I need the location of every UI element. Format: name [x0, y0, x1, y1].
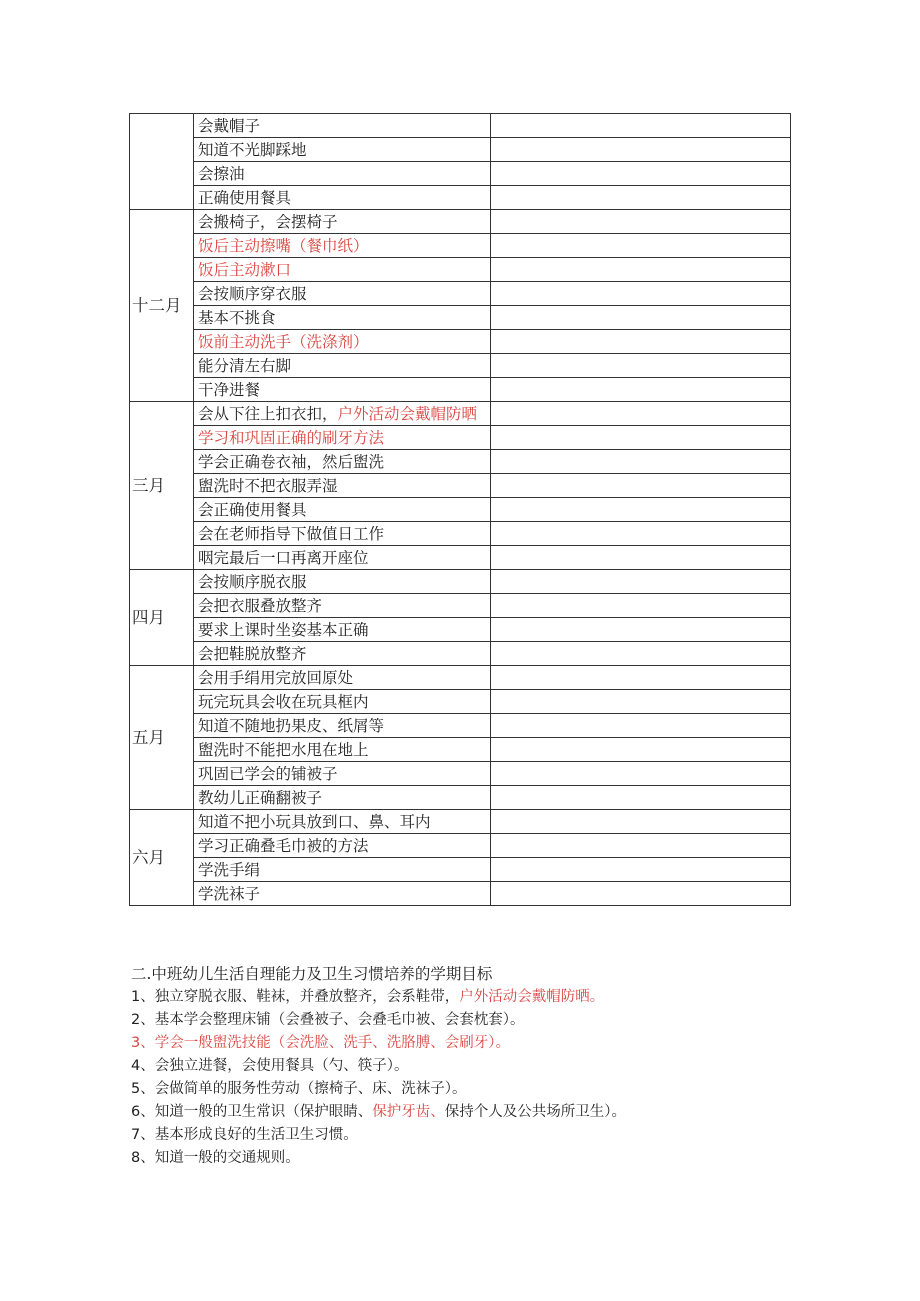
month-cell: 三月 — [130, 402, 194, 570]
table-row — [130, 762, 791, 786]
goals-title: 二.中班幼儿生活自理能力及卫生习惯培养的学期目标 — [131, 965, 493, 983]
text-segment: 基本不挑食 — [198, 308, 276, 327]
table-row — [130, 666, 791, 690]
habit-schedule-table — [129, 113, 791, 906]
month-cell — [130, 114, 194, 210]
month-cell: 五月 — [130, 666, 194, 810]
habit-item-cell — [194, 450, 491, 474]
habit-item-cell — [194, 282, 491, 306]
habit-item-cell — [194, 714, 491, 738]
table-row — [130, 738, 791, 762]
text-segment: 会把衣服叠放整齐 — [198, 596, 323, 615]
table-row — [130, 522, 791, 546]
table-row — [130, 810, 791, 834]
empty-cell — [491, 282, 791, 306]
empty-cell — [491, 474, 791, 498]
text-segment: 教幼儿正确翻被子 — [198, 788, 323, 807]
table-row — [130, 114, 791, 138]
text-segment: 会戴帽子 — [198, 116, 261, 135]
highlighted-text: 饭前主动洗手（洗涤剂） — [198, 332, 369, 351]
habit-item-cell — [194, 858, 491, 882]
highlighted-text: 户外活动会戴帽防晒。 — [459, 989, 605, 1005]
table-row — [130, 426, 791, 450]
habit-item-cell — [194, 882, 491, 906]
goal-item — [131, 1055, 791, 1078]
month-cell: 十二月 — [130, 210, 194, 402]
table-row — [130, 378, 791, 402]
empty-cell — [491, 546, 791, 570]
text-segment: 学习正确叠毛巾被的方法 — [198, 836, 369, 855]
text-segment: 正确使用餐具 — [198, 188, 292, 207]
table-row — [130, 162, 791, 186]
empty-cell — [491, 402, 791, 426]
goal-item — [131, 1032, 791, 1055]
habit-item-cell — [194, 186, 491, 210]
habit-item-cell — [194, 330, 491, 354]
empty-cell — [491, 666, 791, 690]
habit-item-cell — [194, 114, 491, 138]
table-row — [130, 642, 791, 666]
empty-cell — [491, 234, 791, 258]
highlighted-text: 保护牙齿、 — [372, 1104, 445, 1120]
highlighted-text: 学习和巩固正确的刷牙方法 — [198, 428, 385, 447]
text-segment: 要求上课时坐姿基本正确 — [198, 620, 369, 639]
goal-item — [131, 1124, 791, 1147]
table-row — [130, 882, 791, 906]
empty-cell — [491, 714, 791, 738]
table-row — [130, 858, 791, 882]
habit-item-cell — [194, 762, 491, 786]
highlighted-text: 饭后主动漱口 — [198, 260, 292, 279]
text-segment: 4、会独立进餐，会使用餐具（勺、筷子）。 — [131, 1058, 409, 1074]
table-row — [130, 402, 791, 426]
text-segment: 盥洗时不能把水甩在地上 — [198, 740, 369, 759]
table-row — [130, 618, 791, 642]
empty-cell — [491, 738, 791, 762]
empty-cell — [491, 882, 791, 906]
habit-item-cell — [194, 570, 491, 594]
text-segment: 7、基本形成良好的生活卫生习惯。 — [131, 1127, 358, 1143]
empty-cell — [491, 834, 791, 858]
text-segment: 2、基本学会整理床铺（会叠被子、会叠毛巾被、会套枕套）。 — [131, 1012, 525, 1028]
habit-item-cell — [194, 666, 491, 690]
goal-item — [131, 1101, 791, 1124]
habit-item-cell — [194, 402, 491, 426]
text-segment: 会搬椅子，会摆椅子 — [198, 212, 338, 231]
text-segment: 玩完玩具会收在玩具框内 — [198, 692, 369, 711]
empty-cell — [491, 618, 791, 642]
text-segment: 学洗手绢 — [198, 860, 261, 879]
habit-item-cell — [194, 690, 491, 714]
text-segment: 学会正确卷衣袖，然后盥洗 — [198, 452, 385, 471]
table-row — [130, 834, 791, 858]
highlighted-text: 户外活动会戴帽防晒 — [337, 404, 478, 423]
empty-cell — [491, 762, 791, 786]
highlighted-text: 饭后主动擦嘴（餐巾纸） — [198, 236, 369, 255]
text-segment: 巩固已学会的铺被子 — [198, 764, 338, 783]
text-segment: 会按顺序脱衣服 — [198, 572, 307, 591]
table-row — [130, 786, 791, 810]
text-segment: 会用手绢用完放回原处 — [198, 668, 354, 687]
table-row — [130, 498, 791, 522]
table-row — [130, 282, 791, 306]
text-segment: 咽完最后一口再离开座位 — [198, 548, 369, 567]
semester-goals-section — [131, 962, 791, 1170]
empty-cell — [491, 330, 791, 354]
habit-item-cell — [194, 354, 491, 378]
table-row — [130, 690, 791, 714]
table-row — [130, 570, 791, 594]
text-segment: 干净进餐 — [198, 380, 261, 399]
empty-cell — [491, 810, 791, 834]
habit-item-cell — [194, 306, 491, 330]
goal-item — [131, 1147, 791, 1170]
habit-item-cell — [194, 786, 491, 810]
table-row — [130, 210, 791, 234]
table-row — [130, 258, 791, 282]
habit-item-cell — [194, 474, 491, 498]
habit-item-cell — [194, 258, 491, 282]
habit-item-cell — [194, 594, 491, 618]
text-segment: 5、会做简单的服务性劳动（擦椅子、床、洗袜子）。 — [131, 1081, 467, 1097]
empty-cell — [491, 426, 791, 450]
empty-cell — [491, 690, 791, 714]
text-segment: 盥洗时不把衣服弄湿 — [198, 476, 338, 495]
empty-cell — [491, 594, 791, 618]
empty-cell — [491, 786, 791, 810]
highlighted-text: 3、学会一般盥洗技能（会洗脸、洗手、洗胳膊、会刷牙）。 — [131, 1035, 510, 1051]
habit-item-cell — [194, 234, 491, 258]
habit-item-cell — [194, 618, 491, 642]
table-row — [130, 474, 791, 498]
empty-cell — [491, 258, 791, 282]
text-segment: 会从下往上扣衣扣， — [198, 404, 338, 423]
empty-cell — [491, 114, 791, 138]
habit-item-cell — [194, 522, 491, 546]
table-row — [130, 186, 791, 210]
goals-list — [131, 986, 791, 1170]
text-segment: 会擦油 — [198, 164, 245, 183]
table-row — [130, 546, 791, 570]
habit-item-cell — [194, 162, 491, 186]
text-segment: 知道不随地扔果皮、纸屑等 — [198, 716, 385, 735]
empty-cell — [491, 138, 791, 162]
table-row — [130, 234, 791, 258]
text-segment: 会按顺序穿衣服 — [198, 284, 307, 303]
table-row — [130, 594, 791, 618]
table-row — [130, 306, 791, 330]
text-segment: 1、独立穿脱衣服、鞋袜，并叠放整齐，会系鞋带， — [131, 989, 460, 1005]
text-segment: 8、知道一般的交通规则。 — [131, 1150, 300, 1166]
text-segment: 会把鞋脱放整齐 — [198, 644, 307, 663]
goal-item — [131, 1078, 791, 1101]
text-segment: 会正确使用餐具 — [198, 500, 307, 519]
habit-item-cell — [194, 810, 491, 834]
empty-cell — [491, 450, 791, 474]
empty-cell — [491, 354, 791, 378]
habit-item-cell — [194, 138, 491, 162]
table-row — [130, 330, 791, 354]
empty-cell — [491, 522, 791, 546]
habit-item-cell — [194, 426, 491, 450]
month-cell: 四月 — [130, 570, 194, 666]
goal-item — [131, 1009, 791, 1032]
empty-cell — [491, 498, 791, 522]
text-segment: 会在老师指导下做值日工作 — [198, 524, 385, 543]
table-row — [130, 450, 791, 474]
empty-cell — [491, 162, 791, 186]
table-row — [130, 138, 791, 162]
month-cell: 六月 — [130, 810, 194, 906]
table-row — [130, 354, 791, 378]
habit-item-cell — [194, 834, 491, 858]
habit-item-cell — [194, 498, 491, 522]
table-row — [130, 714, 791, 738]
text-segment: 学洗袜子 — [198, 884, 261, 903]
empty-cell — [491, 378, 791, 402]
text-segment: 知道不光脚踩地 — [198, 140, 307, 159]
habit-item-cell — [194, 210, 491, 234]
empty-cell — [491, 858, 791, 882]
empty-cell — [491, 186, 791, 210]
empty-cell — [491, 642, 791, 666]
goal-item — [131, 986, 791, 1009]
habit-item-cell — [194, 738, 491, 762]
text-segment: 知道不把小玩具放到口、鼻、耳内 — [198, 812, 431, 831]
empty-cell — [491, 570, 791, 594]
text-segment: 能分清左右脚 — [198, 356, 292, 375]
text-segment: 6、知道一般的卫生常识（保护眼睛、 — [131, 1104, 373, 1120]
text-segment: 保持个人及公共场所卫生）。 — [444, 1104, 626, 1120]
habit-item-cell — [194, 378, 491, 402]
habit-item-cell — [194, 642, 491, 666]
empty-cell — [491, 210, 791, 234]
habit-item-cell — [194, 546, 491, 570]
empty-cell — [491, 306, 791, 330]
